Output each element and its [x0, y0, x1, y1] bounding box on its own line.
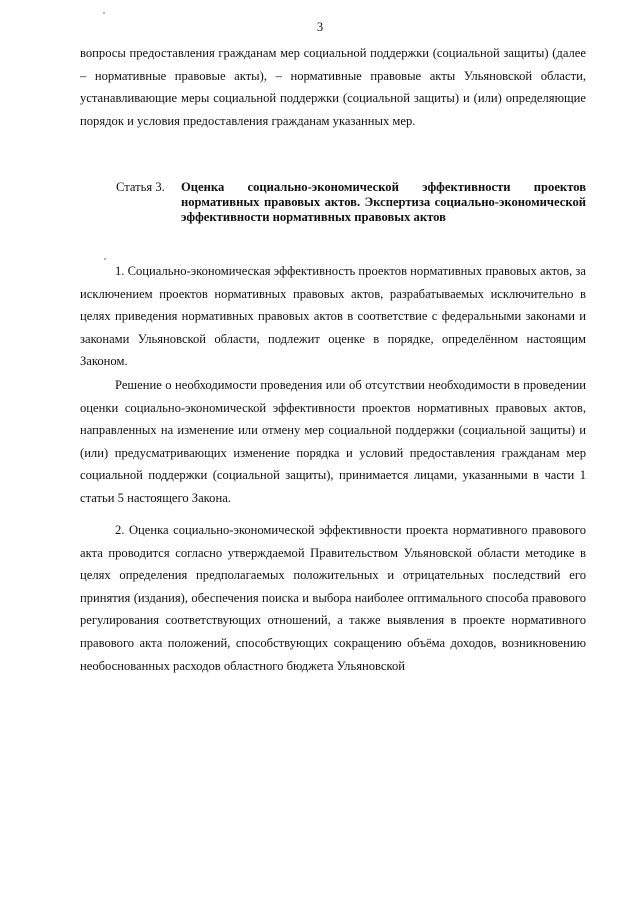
scan-speck — [103, 12, 105, 14]
paragraph-part-1: 1. Социально-экономическая эффективность проектов нормативных правовых актов, за исключением проектов нормативных правовых актов, разрабатываемых исключительно в целях приведения нормативных правовых актов в соответствие с федеральными законами и законами Ульяновской области, подлежит оценке в порядке, определённом настоящим Законом. — [80, 264, 586, 369]
article-label: Статья 3. — [116, 180, 165, 194]
paragraph-decision: Решение о необходимости проведения или об отсутствии необходимости в проведении оценки социально-экономической эффективности проектов нормативных правовых актов, направленных на изменение или отмену мер социальной поддержки (социальной защиты) и (или) предусматривающих изменение порядка и условий предоставления гражданам мер социальной поддержки (социальной защиты), принимается лицами, указанными в части 1 статьи 5 настоящего Закона. — [80, 378, 586, 505]
scan-speck — [104, 258, 106, 260]
intro-paragraph: вопросы предоставления гражданам мер социальной поддержки (социальной защиты) (далее – нормативные правовые акты), – нормативные правовые акты Ульяновской области, устанавливающие меры социальной поддержки (социальной защиты) и (или) определяющие порядок и условия предоставления гражданам указанных мер. — [80, 46, 586, 128]
article-title: Оценка социально-экономической эффективности проектов нормативных правовых актов. Экспертиза социально-экономической эффективности нормативных правовых актов — [181, 180, 586, 224]
paragraph-part-2: 2. Оценка социально-экономической эффективности проекта нормативного правового акта проводится согласно утверждаемой Правительством Ульяновской области методике в целях определения предполагаемых положительных и отрицательных последствий его принятия (издания), обеспечения поиска и выбора наиболее оптимального способа правового регулирования соответствующих отношений, а также выявления в проекте нормативного правового акта положений, способствующих сокращению объёма доходов, возникновению необоснованных расходов областного бюджета Ульяновской — [80, 523, 586, 673]
page-number: 3 — [316, 20, 324, 34]
article-heading — [116, 180, 586, 225]
